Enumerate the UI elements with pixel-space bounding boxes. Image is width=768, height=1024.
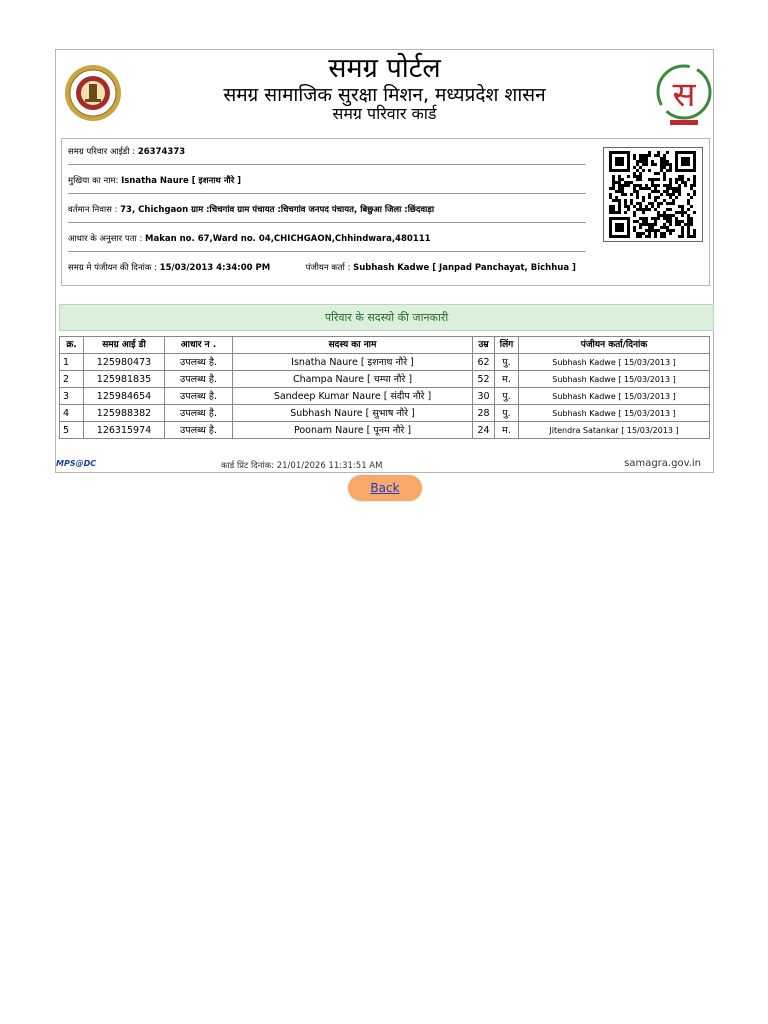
gender-cell: पु. xyxy=(495,405,519,422)
aadhaar-address-row xyxy=(68,234,586,252)
head-row xyxy=(68,176,586,194)
family-id-label: समग्र परिवार आईडी : xyxy=(68,147,136,157)
table-header-row xyxy=(60,337,710,354)
member-name-cell: Sandeep Kumar Naure [ संदीप नौरे ] xyxy=(233,388,473,405)
serial-cell: 3 xyxy=(60,388,84,405)
member-name-cell: Poonam Naure [ पूनम नौरे ] xyxy=(233,422,473,439)
col-header-member-name: सदस्य का नाम xyxy=(233,337,473,354)
col-header-registrar-date: पंजीयन कर्ता/दिनांक xyxy=(519,337,710,354)
registrar-date-cell: Subhash Kadwe [ 15/03/2013 ] xyxy=(519,354,710,371)
member-name-cell: Isnatha Naure [ इशनाथ नौरे ] xyxy=(233,354,473,371)
registrar-date-cell: Jitendra Satankar [ 15/03/2013 ] xyxy=(519,422,710,439)
mpsedc-logo: MPS@DC xyxy=(56,459,97,468)
serial-cell: 4 xyxy=(60,405,84,422)
gender-cell: म. xyxy=(495,371,519,388)
age-cell: 62 xyxy=(473,354,495,371)
col-header-age: उम्र xyxy=(473,337,495,354)
mission-subtitle: समग्र सामाजिक सुरक्षा मिशन, मध्यप्रदेश शासन xyxy=(223,84,546,106)
age-cell: 28 xyxy=(473,405,495,422)
print-date-label: कार्ड प्रिंट दिनांक: xyxy=(221,461,275,471)
address-value: 73, Chichgaon ग्राम :चिचगांव ग्राम पंचायत :चिचगांव जनपद पंचायत, बिछुआ जिला :छिंदवाड़ा xyxy=(120,205,435,215)
col-header-serial: क्र. xyxy=(60,337,84,354)
samagra-id-cell: 125988382 xyxy=(84,405,165,422)
print-date xyxy=(221,460,382,471)
gender-cell: म. xyxy=(495,422,519,439)
aadhaar-cell: उपलब्ध है. xyxy=(165,371,233,388)
aadhaar-cell: उपलब्ध है. xyxy=(165,405,233,422)
table-row xyxy=(60,422,710,439)
card-name: समग्र परिवार कार्ड xyxy=(332,104,437,123)
website-url: samagra.gov.in xyxy=(624,458,701,469)
print-date-value: 21/01/2026 11:31:51 AM xyxy=(276,461,383,471)
registrar-date-cell: Subhash Kadwe [ 15/03/2013 ] xyxy=(519,371,710,388)
aadhaar-cell: उपलब्ध है. xyxy=(165,388,233,405)
family-id-value: 26374373 xyxy=(137,147,186,157)
address-label: वर्तमान निवास : xyxy=(68,205,118,215)
age-cell: 30 xyxy=(473,388,495,405)
table-row xyxy=(60,371,710,388)
head-label: मुखिया का नाम: xyxy=(68,176,119,186)
age-cell: 52 xyxy=(473,371,495,388)
back-button[interactable]: Back xyxy=(348,475,422,501)
aadhaar-address-value: Makan no. 67,Ward no. 04,CHICHGAON,Chhindwara,480111 xyxy=(145,234,431,244)
samagra-family-card xyxy=(55,49,714,473)
family-info-box xyxy=(61,138,710,286)
portal-title: समग्र पोर्टल xyxy=(328,53,441,84)
address-row xyxy=(68,205,586,223)
samagra-id-cell: 125981835 xyxy=(84,371,165,388)
gender-cell: पु. xyxy=(495,354,519,371)
family-id-row xyxy=(68,147,586,165)
col-header-aadhaar: आधार न . xyxy=(165,337,233,354)
aadhaar-address-label: आधार के अनुसार पता : xyxy=(68,234,143,244)
svg-text:स: स xyxy=(672,75,696,115)
table-row xyxy=(60,354,710,371)
samagra-logo xyxy=(654,64,714,128)
registration-date-value: 15/03/2013 4:34:00 PM xyxy=(159,263,271,273)
aadhaar-cell: उपलब्ध है. xyxy=(165,354,233,371)
age-cell: 24 xyxy=(473,422,495,439)
member-name-cell: Champa Naure [ चम्पा नौरे ] xyxy=(233,371,473,388)
registration-row xyxy=(68,263,586,280)
member-name-cell: Subhash Naure [ सुभाष नौरे ] xyxy=(233,405,473,422)
registrar-value: Subhash Kadwe [ Janpad Panchayat, Bichhua ] xyxy=(353,263,576,273)
col-header-gender: लिंग xyxy=(495,337,519,354)
samagra-id-cell: 125980473 xyxy=(84,354,165,371)
members-section-title: परिवार के सदस्यो की जानकारी xyxy=(59,304,714,331)
registrar-date-cell: Subhash Kadwe [ 15/03/2013 ] xyxy=(519,388,710,405)
col-header-samagra-id: समग्र आई डी xyxy=(84,337,165,354)
serial-cell: 5 xyxy=(60,422,84,439)
serial-cell: 1 xyxy=(60,354,84,371)
head-value: Isnatha Naure [ इशनाथ नौरे ] xyxy=(121,176,242,186)
registration-date-label: समग्र मे पंजीयन की दिनांक : xyxy=(68,263,157,273)
samagra-id-cell: 126315974 xyxy=(84,422,165,439)
serial-cell: 2 xyxy=(60,371,84,388)
registrar-date-cell: Subhash Kadwe [ 15/03/2013 ] xyxy=(519,405,710,422)
aadhaar-cell: उपलब्ध है. xyxy=(165,422,233,439)
members-table xyxy=(59,336,710,439)
qr-code xyxy=(603,147,703,242)
table-row xyxy=(60,405,710,422)
gender-cell: पु. xyxy=(495,388,519,405)
samagra-id-cell: 125984654 xyxy=(84,388,165,405)
registrar-label: पंजीयन कर्ता : xyxy=(305,263,351,273)
table-row xyxy=(60,388,710,405)
